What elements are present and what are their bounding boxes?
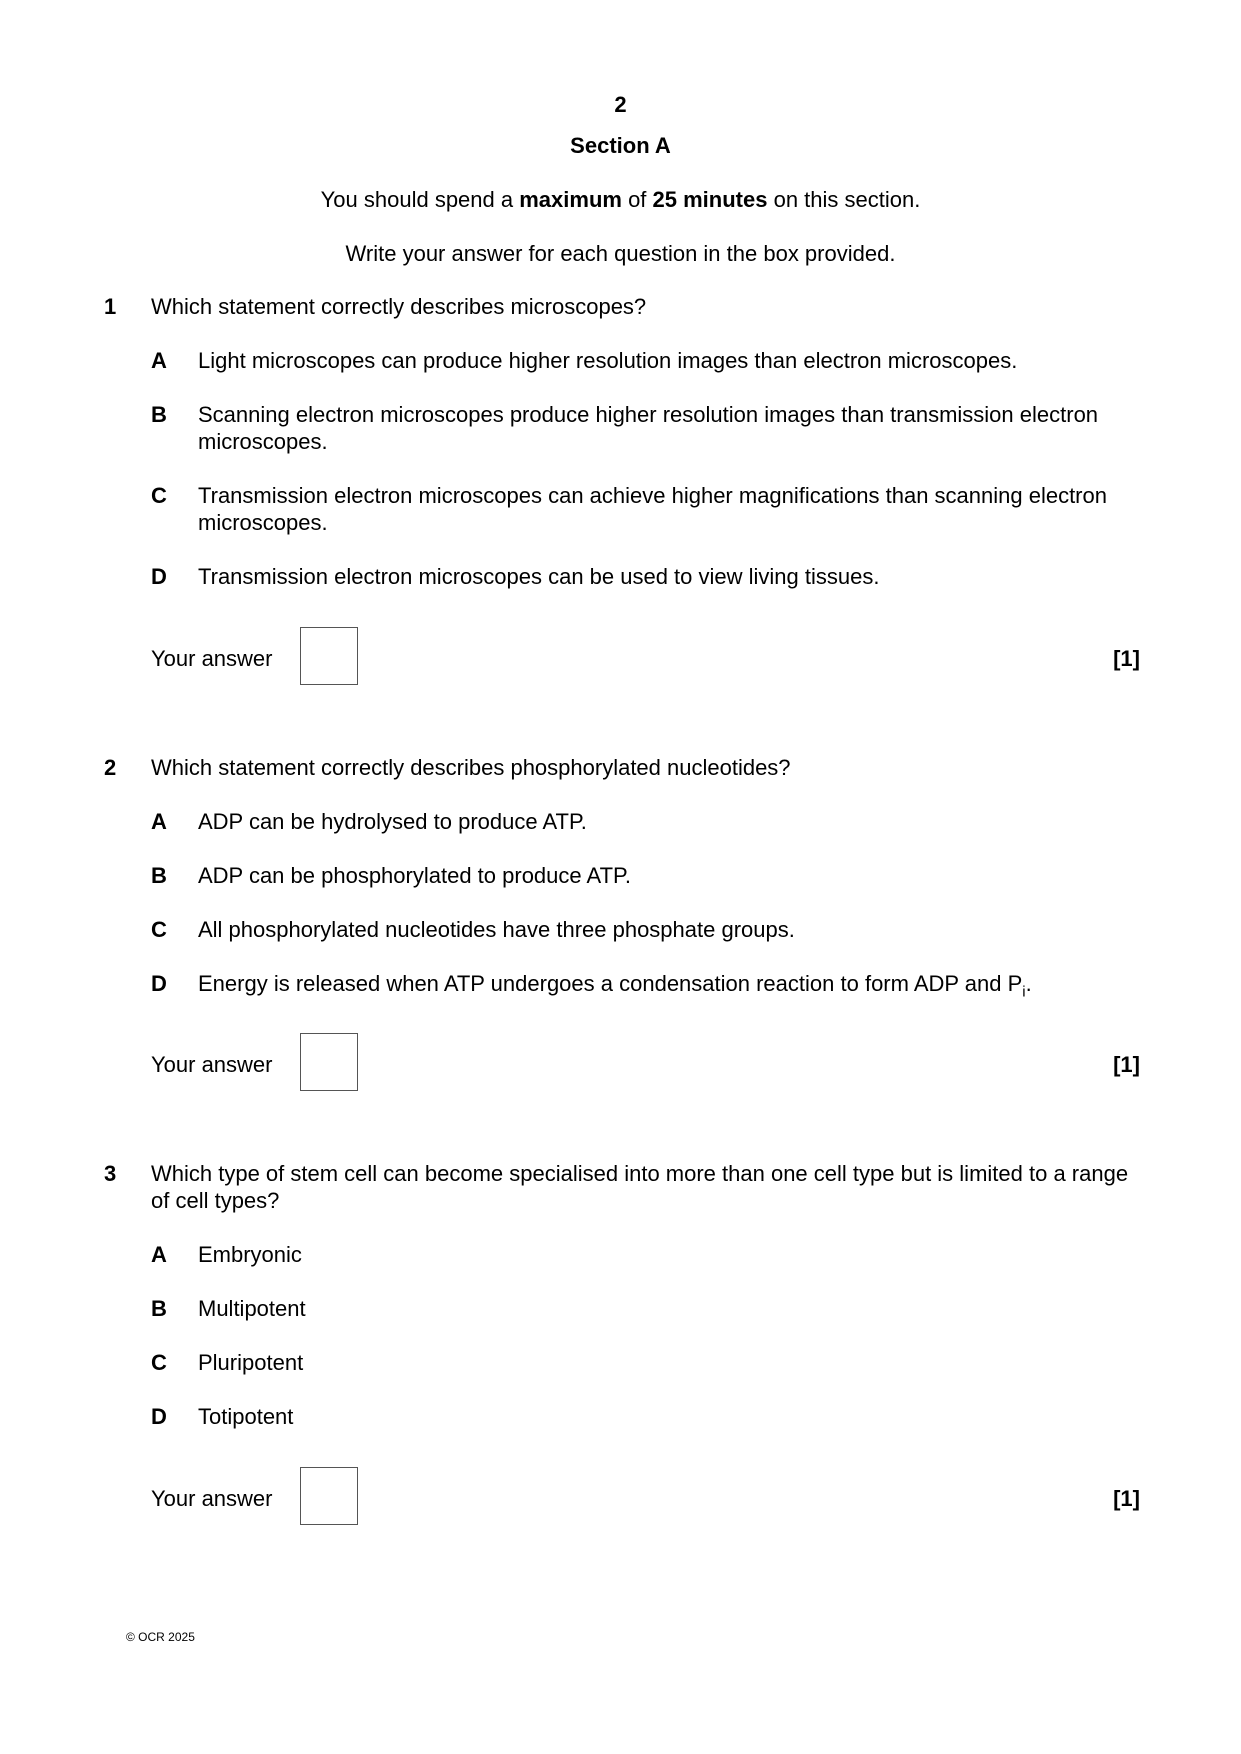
marks-label: [1]	[1113, 1486, 1140, 1511]
instr-bold-minutes: 25 minutes	[652, 187, 768, 212]
option-letter: B	[151, 863, 167, 888]
option-text: Pluripotent	[198, 1350, 304, 1375]
question-number: 1	[104, 294, 117, 319]
option-letter: D	[151, 1404, 167, 1429]
option-text: Multipotent	[198, 1296, 306, 1321]
option-text: ADP can be hydrolysed to produce ATP.	[198, 809, 587, 834]
section-title: Section A	[570, 133, 671, 158]
question-text: Which type of stem cell can become specialised into more than one cell type but is limited to a range of cell types?	[151, 1161, 1129, 1213]
marks-label: [1]	[1113, 646, 1140, 671]
option-text: Totipotent	[198, 1404, 294, 1429]
question-number: 2	[104, 755, 117, 780]
question-text: Which statement correctly describes phosphorylated nucleotides?	[151, 755, 791, 780]
instr-text: You should spend a	[320, 187, 520, 212]
answer-instruction: Write your answer for each question in the box provided.	[345, 241, 896, 266]
instr-text: on this section.	[767, 187, 921, 212]
answer-label: Your answer	[151, 646, 273, 671]
option-text: Embryonic	[198, 1242, 302, 1267]
option-letter: A	[151, 809, 167, 834]
option-letter: C	[151, 483, 167, 508]
option-text: Transmission electron microscopes can achieve higher magnifications than scanning electron microscopes.	[198, 483, 1107, 535]
question-number: 3	[104, 1161, 117, 1186]
answer-box-q3[interactable]	[300, 1467, 358, 1525]
option-text: ADP can be phosphorylated to produce ATP.	[198, 863, 631, 888]
time-instruction	[0, 187, 1241, 213]
option-letter: B	[151, 402, 167, 427]
answer-label: Your answer	[151, 1052, 273, 1077]
copyright-footer: © OCR 2025	[126, 1630, 195, 1644]
marks-label: [1]	[1113, 1052, 1140, 1077]
option-text: All phosphorylated nucleotides have three phosphate groups.	[198, 917, 795, 942]
answer-box-q1[interactable]	[300, 627, 358, 685]
option-text-main: Energy is released when ATP undergoes a condensation reaction to form ADP and P	[198, 971, 1023, 996]
option-letter: B	[151, 1296, 167, 1321]
answer-box-q2[interactable]	[300, 1033, 358, 1091]
option-text: Light microscopes can produce higher resolution images than electron microscopes.	[198, 348, 1018, 373]
option-letter: A	[151, 1242, 167, 1267]
option-letter: D	[151, 971, 167, 996]
option-text-suffix: .	[1025, 971, 1032, 996]
instr-bold-maximum: maximum	[519, 187, 622, 212]
answer-label: Your answer	[151, 1486, 273, 1511]
option-text: Scanning electron microscopes produce higher resolution images than transmission electron microscopes.	[198, 402, 1099, 454]
option-letter: C	[151, 1350, 167, 1375]
option-text	[198, 970, 1148, 1005]
option-letter: A	[151, 348, 167, 373]
option-letter: C	[151, 917, 167, 942]
option-text: Transmission electron microscopes can be used to view living tissues.	[198, 564, 880, 589]
question-text: Which statement correctly describes microscopes?	[151, 294, 647, 319]
option-letter: D	[151, 564, 167, 589]
subscript-i: i	[1022, 983, 1026, 1001]
instr-text: of	[621, 187, 653, 212]
page-number: 2	[614, 92, 627, 117]
